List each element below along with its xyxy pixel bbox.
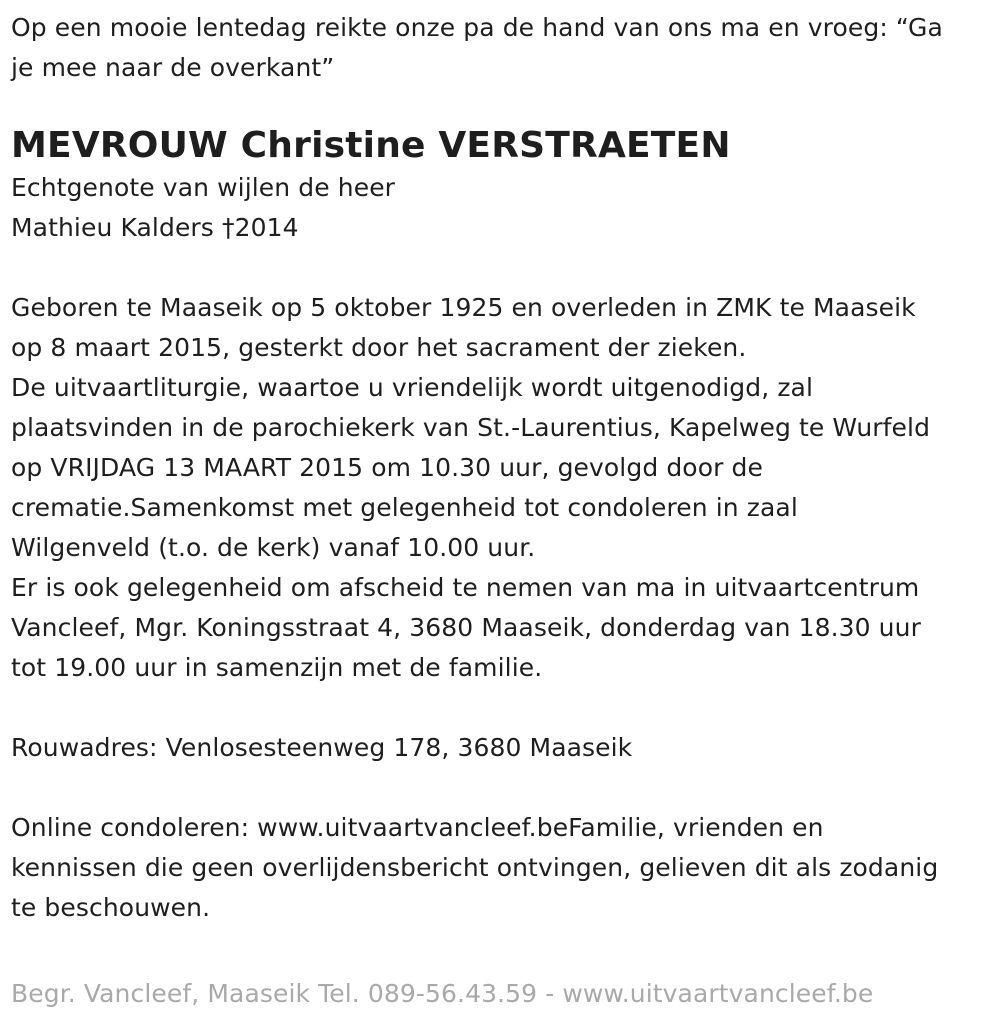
obituary-notice [11, 8, 991, 928]
spouse-line-2: Mathieu Kalders †2014 [11, 213, 299, 242]
mourning-address: Rouwadres: Venlosesteenweg 178, 3680 Maaseik [11, 733, 633, 762]
intro-line-2: je mee naar de overkant” [11, 53, 335, 82]
online-line: Online condoleren: www.uitvaartvancleef.beFamilie, vrienden en [11, 813, 824, 842]
spacer [11, 688, 991, 728]
intro-line-1: Op een mooie lentedag reikte onze pa de hand van ons ma en vroeg: “Ga [11, 13, 943, 42]
body-line: Geboren te Maaseik op 5 oktober 1925 en overleden in ZMK te Maaseik [11, 293, 916, 322]
spacer [11, 768, 991, 808]
body-line: Vancleef, Mgr. Koningsstraat 4, 3680 Maaseik, donderdag van 18.30 uur [11, 613, 921, 642]
body-line: crematie.Samenkomst met gelegenheid tot condoleren in zaal [11, 493, 798, 522]
spouse-info [11, 168, 991, 248]
funeral-home-footer: Begr. Vancleef, Maaseik Tel. 089-56.43.59 - www.uitvaartvancleef.be [11, 979, 874, 1008]
notice-body [11, 288, 991, 688]
intro-quote [11, 8, 991, 88]
body-line: Er is ook gelegenheid om afscheid te nemen van ma in uitvaartcentrum [11, 573, 920, 602]
body-line: De uitvaartliturgie, waartoe u vriendelijk wordt uitgenodigd, zal [11, 373, 814, 402]
body-line: plaatsvinden in de parochiekerk van St.-Laurentius, Kapelweg te Wurfeld [11, 413, 931, 442]
online-condolences [11, 808, 991, 928]
online-line: kennissen die geen overlijdensbericht ontvingen, gelieven dit als zodanig [11, 853, 939, 882]
body-line: tot 19.00 uur in samenzijn met de familie. [11, 653, 543, 682]
spouse-line-1: Echtgenote van wijlen de heer [11, 173, 396, 202]
online-line: te beschouwen. [11, 893, 211, 922]
body-line: op VRIJDAG 13 MAART 2015 om 10.30 uur, gevolgd door de [11, 453, 763, 482]
spacer [11, 248, 991, 288]
body-line: Wilgenveld (t.o. de kerk) vanaf 10.00 uur. [11, 533, 536, 562]
deceased-name: MEVROUW Christine VERSTRAETEN [11, 125, 731, 166]
body-line: op 8 maart 2015, gesterkt door het sacrament der zieken. [11, 333, 747, 362]
